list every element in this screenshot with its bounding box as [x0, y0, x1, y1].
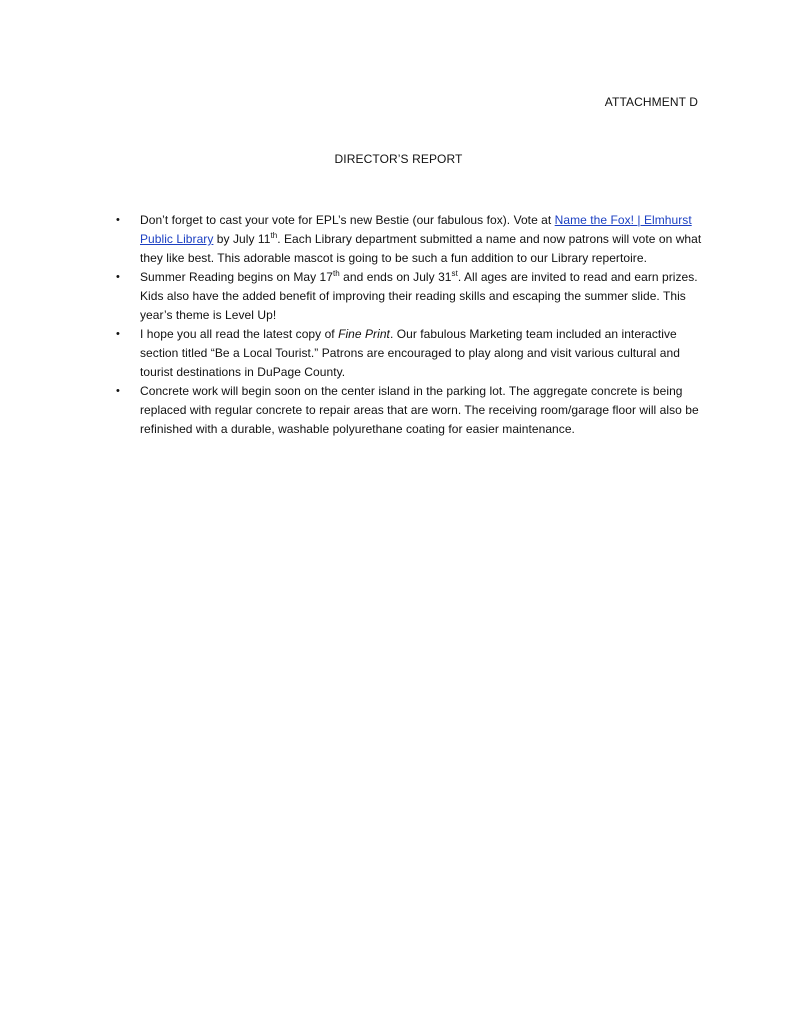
- bullet-text: by July 11: [213, 232, 271, 246]
- bullet-icon: •: [116, 271, 120, 283]
- list-item: [114, 325, 704, 382]
- name-the-fox-link[interactable]: Name the Fox! | Elmhurst Public Library: [140, 213, 692, 246]
- report-title: DIRECTOR’S REPORT: [334, 152, 463, 166]
- list-item: [114, 268, 704, 325]
- bullet-list: [114, 211, 704, 439]
- bullet-text: Concrete work will begin soon on the center island in the parking lot. The aggregate concrete is being replaced with regular concrete to repair areas that are worn. The receiving room/garage floor will also be refinished with a durable, washable polyurethane coating for easier maintenance.: [140, 384, 699, 436]
- bullet-icon: •: [116, 385, 120, 397]
- ordinal-suffix: th: [333, 269, 340, 278]
- bullet-text: . Each Library department submitted a name and now patrons will vote on what they like best. This adorable mascot is going to be such a fun addition to our Library repertoire.: [140, 232, 702, 265]
- bullet-text: and ends on July 31: [339, 270, 452, 284]
- bullet-icon: •: [116, 328, 120, 340]
- bullet-text: Summer Reading begins on May 17: [140, 270, 333, 284]
- bullet-text: I hope you all read the latest copy of: [140, 327, 339, 341]
- bullet-icon: •: [116, 214, 120, 226]
- attachment-label: ATTACHMENT D: [604, 95, 698, 109]
- list-item: [114, 211, 704, 268]
- publication-title: Fine Print: [338, 327, 390, 341]
- bullet-text: . Our fabulous Marketing team included an interactive section titled “Be a Local Tourist.” Patrons are encouraged to play along and visit various cultural and tourist destinations in DuPage County.: [140, 327, 680, 379]
- bullet-text: Don’t forget to cast your vote for EPL’s new Bestie (our fabulous fox). Vote at: [140, 213, 555, 227]
- list-item: [114, 382, 704, 439]
- ordinal-suffix: th: [270, 231, 278, 240]
- ordinal-suffix: st: [451, 269, 458, 278]
- bullet-text: . All ages are invited to read and earn prizes. Kids also have the added benefit of improving their reading skills and escaping the summer slide. This year’s theme is Level Up!: [140, 270, 698, 322]
